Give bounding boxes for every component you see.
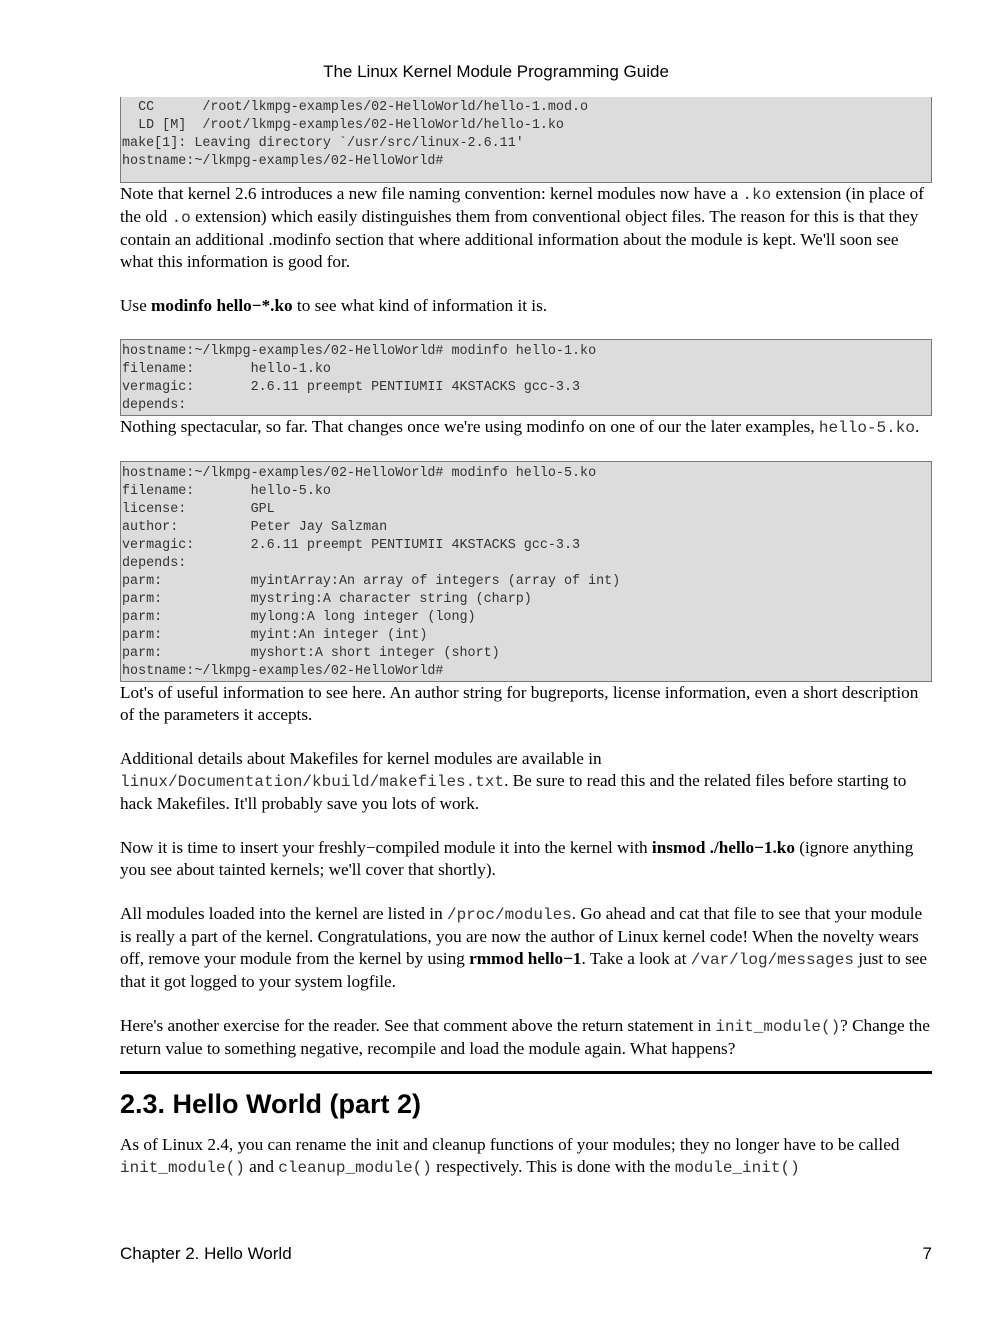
footer-chapter: Chapter 2. Hello World <box>120 1244 292 1263</box>
bold-command: modinfo hello−*.ko <box>151 296 293 315</box>
code-line: hostname:~/lkmpg-examples/02-HelloWorld# <box>122 664 444 679</box>
inline-code: .ko <box>742 186 772 204</box>
inline-code: /proc/modules <box>446 906 572 924</box>
inline-code: init_module() <box>120 1159 245 1177</box>
page-footer <box>120 1243 932 1265</box>
section-divider <box>120 1071 932 1074</box>
page-number: 7 <box>922 1244 932 1263</box>
inline-code: .o <box>171 209 191 227</box>
code-line: author: Peter Jay Salzman <box>122 520 388 535</box>
paragraph-makefiles: Additional details about Makefiles for kernel modules are available in linux/Documentation/kbuild/makefiles.txt. Be sure to read this and the related files before starting to hack Makefiles. It'll probably save you lots of work. <box>120 749 907 813</box>
paragraph-exercise: Here's another exercise for the reader. See that comment above the return statement in init_module()? Change the return value to something negative, recompile and load the module again. What happens? <box>120 1016 930 1058</box>
inline-code: linux/Documentation/kbuild/makefiles.txt <box>120 773 505 791</box>
code-line: hostname:~/lkmpg-examples/02-HelloWorld# modinfo hello-1.ko <box>122 344 597 359</box>
code-line: filename: hello-1.ko <box>122 362 331 377</box>
code-line: make[1]: Leaving directory `/usr/src/linux-2.6.11' <box>122 136 524 151</box>
section-heading: 2.3. Hello World (part 2) <box>120 1089 422 1119</box>
page-header: The Linux Kernel Module Programming Guide <box>323 62 669 81</box>
inline-code: module_init() <box>674 1159 800 1177</box>
code-block-build-output <box>120 97 932 183</box>
inline-code: /var/log/messages <box>690 951 854 969</box>
paragraph-naming-convention: Note that kernel 2.6 introduces a new file naming convention: kernel modules now have a .ko extension (in place of the old .o extension) which easily distinguishes them from conventional object files. The reason for this is that they contain an additional .modinfo section that where additional information about the module is kept. We'll soon see what this information is good for. <box>120 184 924 271</box>
code-line: parm: mylong:A long integer (long) <box>122 610 476 625</box>
code-line: license: GPL <box>122 502 275 517</box>
page-content <box>120 97 932 1179</box>
inline-code: hello-5.ko <box>818 419 915 437</box>
code-line: depends: <box>122 398 187 413</box>
code-block-modinfo-hello1 <box>120 339 932 416</box>
paragraph-insmod: Now it is time to insert your freshly−compiled module it into the kernel with insmod ./hello−1.ko (ignore anything you see about tainted kernels; we'll cover that shortly). <box>120 838 914 879</box>
code-block-modinfo-hello5 <box>120 461 932 682</box>
code-line: parm: myintArray:An array of integers (array of int) <box>122 574 621 589</box>
code-line: vermagic: 2.6.11 preempt PENTIUMII 4KSTACKS gcc-3.3 <box>122 538 581 553</box>
paragraph-use-modinfo: Use modinfo hello−*.ko to see what kind of information it is. <box>120 296 548 315</box>
code-line: depends: <box>122 556 187 571</box>
inline-code: init_module() <box>715 1018 841 1036</box>
bold-command: rmmod hello−1 <box>469 949 582 968</box>
code-line: parm: myint:An integer (int) <box>122 628 428 643</box>
paragraph-useful-information: Lot's of useful information to see here. An author string for bugreports, license information, even a short description of the parameters it accepts. <box>120 683 919 724</box>
code-line: CC /root/lkmpg-examples/02-HelloWorld/hello-1.mod.o <box>122 100 589 115</box>
inline-code: cleanup_module() <box>278 1159 432 1177</box>
bold-command: insmod ./hello−1.ko <box>651 838 795 857</box>
paragraph-proc-modules: All modules loaded into the kernel are listed in /proc/modules. Go ahead and cat that file to see that your module is really a part of the kernel. Congratulations, you are now the author of Linux kernel code! When the novelty wears off, remove your module from the kernel by using rmmod hello−1. Take a look at /var/log/messages just to see that it got logged to your system logfile. <box>120 904 928 991</box>
paragraph-rename-init: As of Linux 2.4, you can rename the init and cleanup functions of your modules; they no longer have to be called init_module() and cleanup_module() respectively. This is done with the module_init() <box>120 1135 900 1177</box>
code-line: vermagic: 2.6.11 preempt PENTIUMII 4KSTACKS gcc-3.3 <box>122 380 581 395</box>
code-line: parm: myshort:A short integer (short) <box>122 646 500 661</box>
code-line: LD [M] /root/lkmpg-examples/02-HelloWorld/hello-1.ko <box>122 118 564 133</box>
code-line: hostname:~/lkmpg-examples/02-HelloWorld# <box>122 154 444 169</box>
code-line: hostname:~/lkmpg-examples/02-HelloWorld# modinfo hello-5.ko <box>122 466 597 481</box>
code-line: filename: hello-5.ko <box>122 484 331 499</box>
paragraph-nothing-spectacular: Nothing spectacular, so far. That changes once we're using modinfo on one of our the later examples, hello-5.ko. <box>120 417 920 437</box>
code-line: parm: mystring:A character string (charp) <box>122 592 532 607</box>
